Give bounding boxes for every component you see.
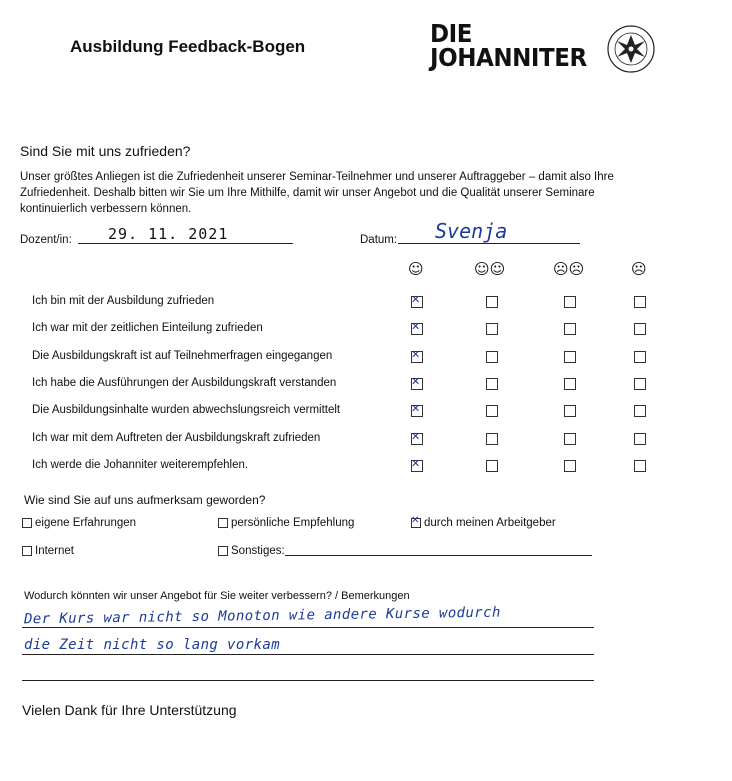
rating-checkbox[interactable] [634,296,646,308]
rating-checkbox[interactable] [564,378,576,390]
intro-text: Unser größtes Anliegen ist die Zufriedenheit unserer Seminar-Teilnehmer und unserer Auftraggeber – damit also Ihre Zufriedenheit. Deshalb bitten wir Sie um Ihre Mithilfe, damit wir unser Angebot und die Qualität unserer Seminare kontinuierlich verbessern können. [20,171,614,215]
thanks-text: Vielen Dank für Ihre Unterstützung [22,702,237,718]
rating-checkbox[interactable] [486,378,498,390]
remarks-text-1[interactable]: Der Kurs war nicht so Monoton wie andere Kurse wodurch [23,604,501,628]
very-happy-icon: ☺ [408,260,424,278]
rating-checkbox[interactable] [411,460,423,472]
rating-checkbox[interactable] [564,351,576,363]
sonstiges-field-line[interactable] [285,555,592,556]
rating-checkbox[interactable] [634,405,646,417]
dozent-label: Dozent/in: [20,234,72,246]
option-eigene-erfahrungen[interactable] [22,517,136,529]
rating-question-label: Ich war mit der zeitlichen Einteilung zufrieden [32,322,263,334]
rating-question-label: Ich habe die Ausführungen der Ausbildungskraft verstanden [32,377,337,389]
checkbox[interactable] [22,546,32,556]
rating-checkbox[interactable] [564,405,576,417]
rating-checkbox[interactable] [411,433,423,445]
johanniter-cross-seal-icon [606,24,656,74]
option-label: Sonstiges: [231,545,285,557]
rating-checkbox[interactable] [564,323,576,335]
checkbox[interactable] [22,518,32,528]
option-label: persönliche Empfehlung [231,517,355,529]
option-label: durch meinen Arbeitgeber [424,517,556,529]
checkbox[interactable] [411,518,421,528]
section1-heading: Sind Sie mit uns zufrieden? [20,143,191,159]
dozent-field[interactable]: 29. 11. 2021 [108,225,229,243]
option-sonstiges[interactable] [218,545,285,557]
checkbox[interactable] [218,518,228,528]
remarks-line-1 [22,627,594,628]
form-title: Ausbildung Feedback-Bogen [70,37,306,56]
remarks-text-2[interactable]: die Zeit nicht so lang vorkam [24,637,281,653]
option-label: Internet [35,545,74,557]
rating-checkbox[interactable] [486,405,498,417]
rating-checkbox[interactable] [411,378,423,390]
rating-checkbox[interactable] [411,296,423,308]
rating-checkbox[interactable] [411,405,423,417]
option-label: eigene Erfahrungen [35,517,137,529]
rating-checkbox[interactable] [564,296,576,308]
remarks-line-2 [22,654,594,655]
option-arbeitgeber[interactable] [411,517,556,529]
rating-question-label: Ich werde die Johanniter weiterempfehlen. [32,459,249,471]
unhappy-icon: ☹☹ [553,260,585,278]
rating-checkbox[interactable] [411,351,423,363]
option-internet[interactable] [22,545,74,557]
logo-line1: DIE [430,19,472,48]
section3-heading: Wodurch könnten wir unser Angebot für Sie weiter verbessern? / Bemerkungen [24,590,410,602]
very-unhappy-icon: ☹ [631,260,647,278]
rating-checkbox[interactable] [634,351,646,363]
rating-question-label: Ich war mit dem Auftreten der Ausbildungskraft zufrieden [32,432,321,444]
rating-checkbox[interactable] [486,460,498,472]
rating-question-label: Ich bin mit der Ausbildung zufrieden [32,295,215,307]
datum-field-line [398,243,580,244]
rating-question-label: Die Ausbildungsinhalte wurden abwechslungsreich vermittelt [32,404,341,416]
dozent-field-line [78,243,293,244]
remarks-line-3 [22,680,594,681]
rating-checkbox[interactable] [486,296,498,308]
rating-checkbox[interactable] [634,460,646,472]
option-persoenliche-empfehlung[interactable] [218,517,354,529]
rating-checkbox[interactable] [564,433,576,445]
happy-icon: ☺☺ [474,260,506,278]
rating-checkbox[interactable] [634,378,646,390]
rating-checkbox[interactable] [634,433,646,445]
rating-checkbox[interactable] [411,323,423,335]
logo-line2: JOHANNITER [430,43,587,72]
rating-question-label: Die Ausbildungskraft ist auf Teilnehmerfragen eingegangen [32,350,333,362]
rating-checkbox[interactable] [486,351,498,363]
checkbox[interactable] [218,546,228,556]
rating-checkbox[interactable] [564,460,576,472]
rating-checkbox[interactable] [634,323,646,335]
datum-field[interactable]: Svenja [435,219,508,243]
rating-checkbox[interactable] [486,433,498,445]
section2-heading: Wie sind Sie auf uns aufmerksam geworden? [24,493,266,507]
datum-label: Datum: [360,234,398,246]
rating-checkbox[interactable] [486,323,498,335]
johanniter-logo [430,19,587,72]
